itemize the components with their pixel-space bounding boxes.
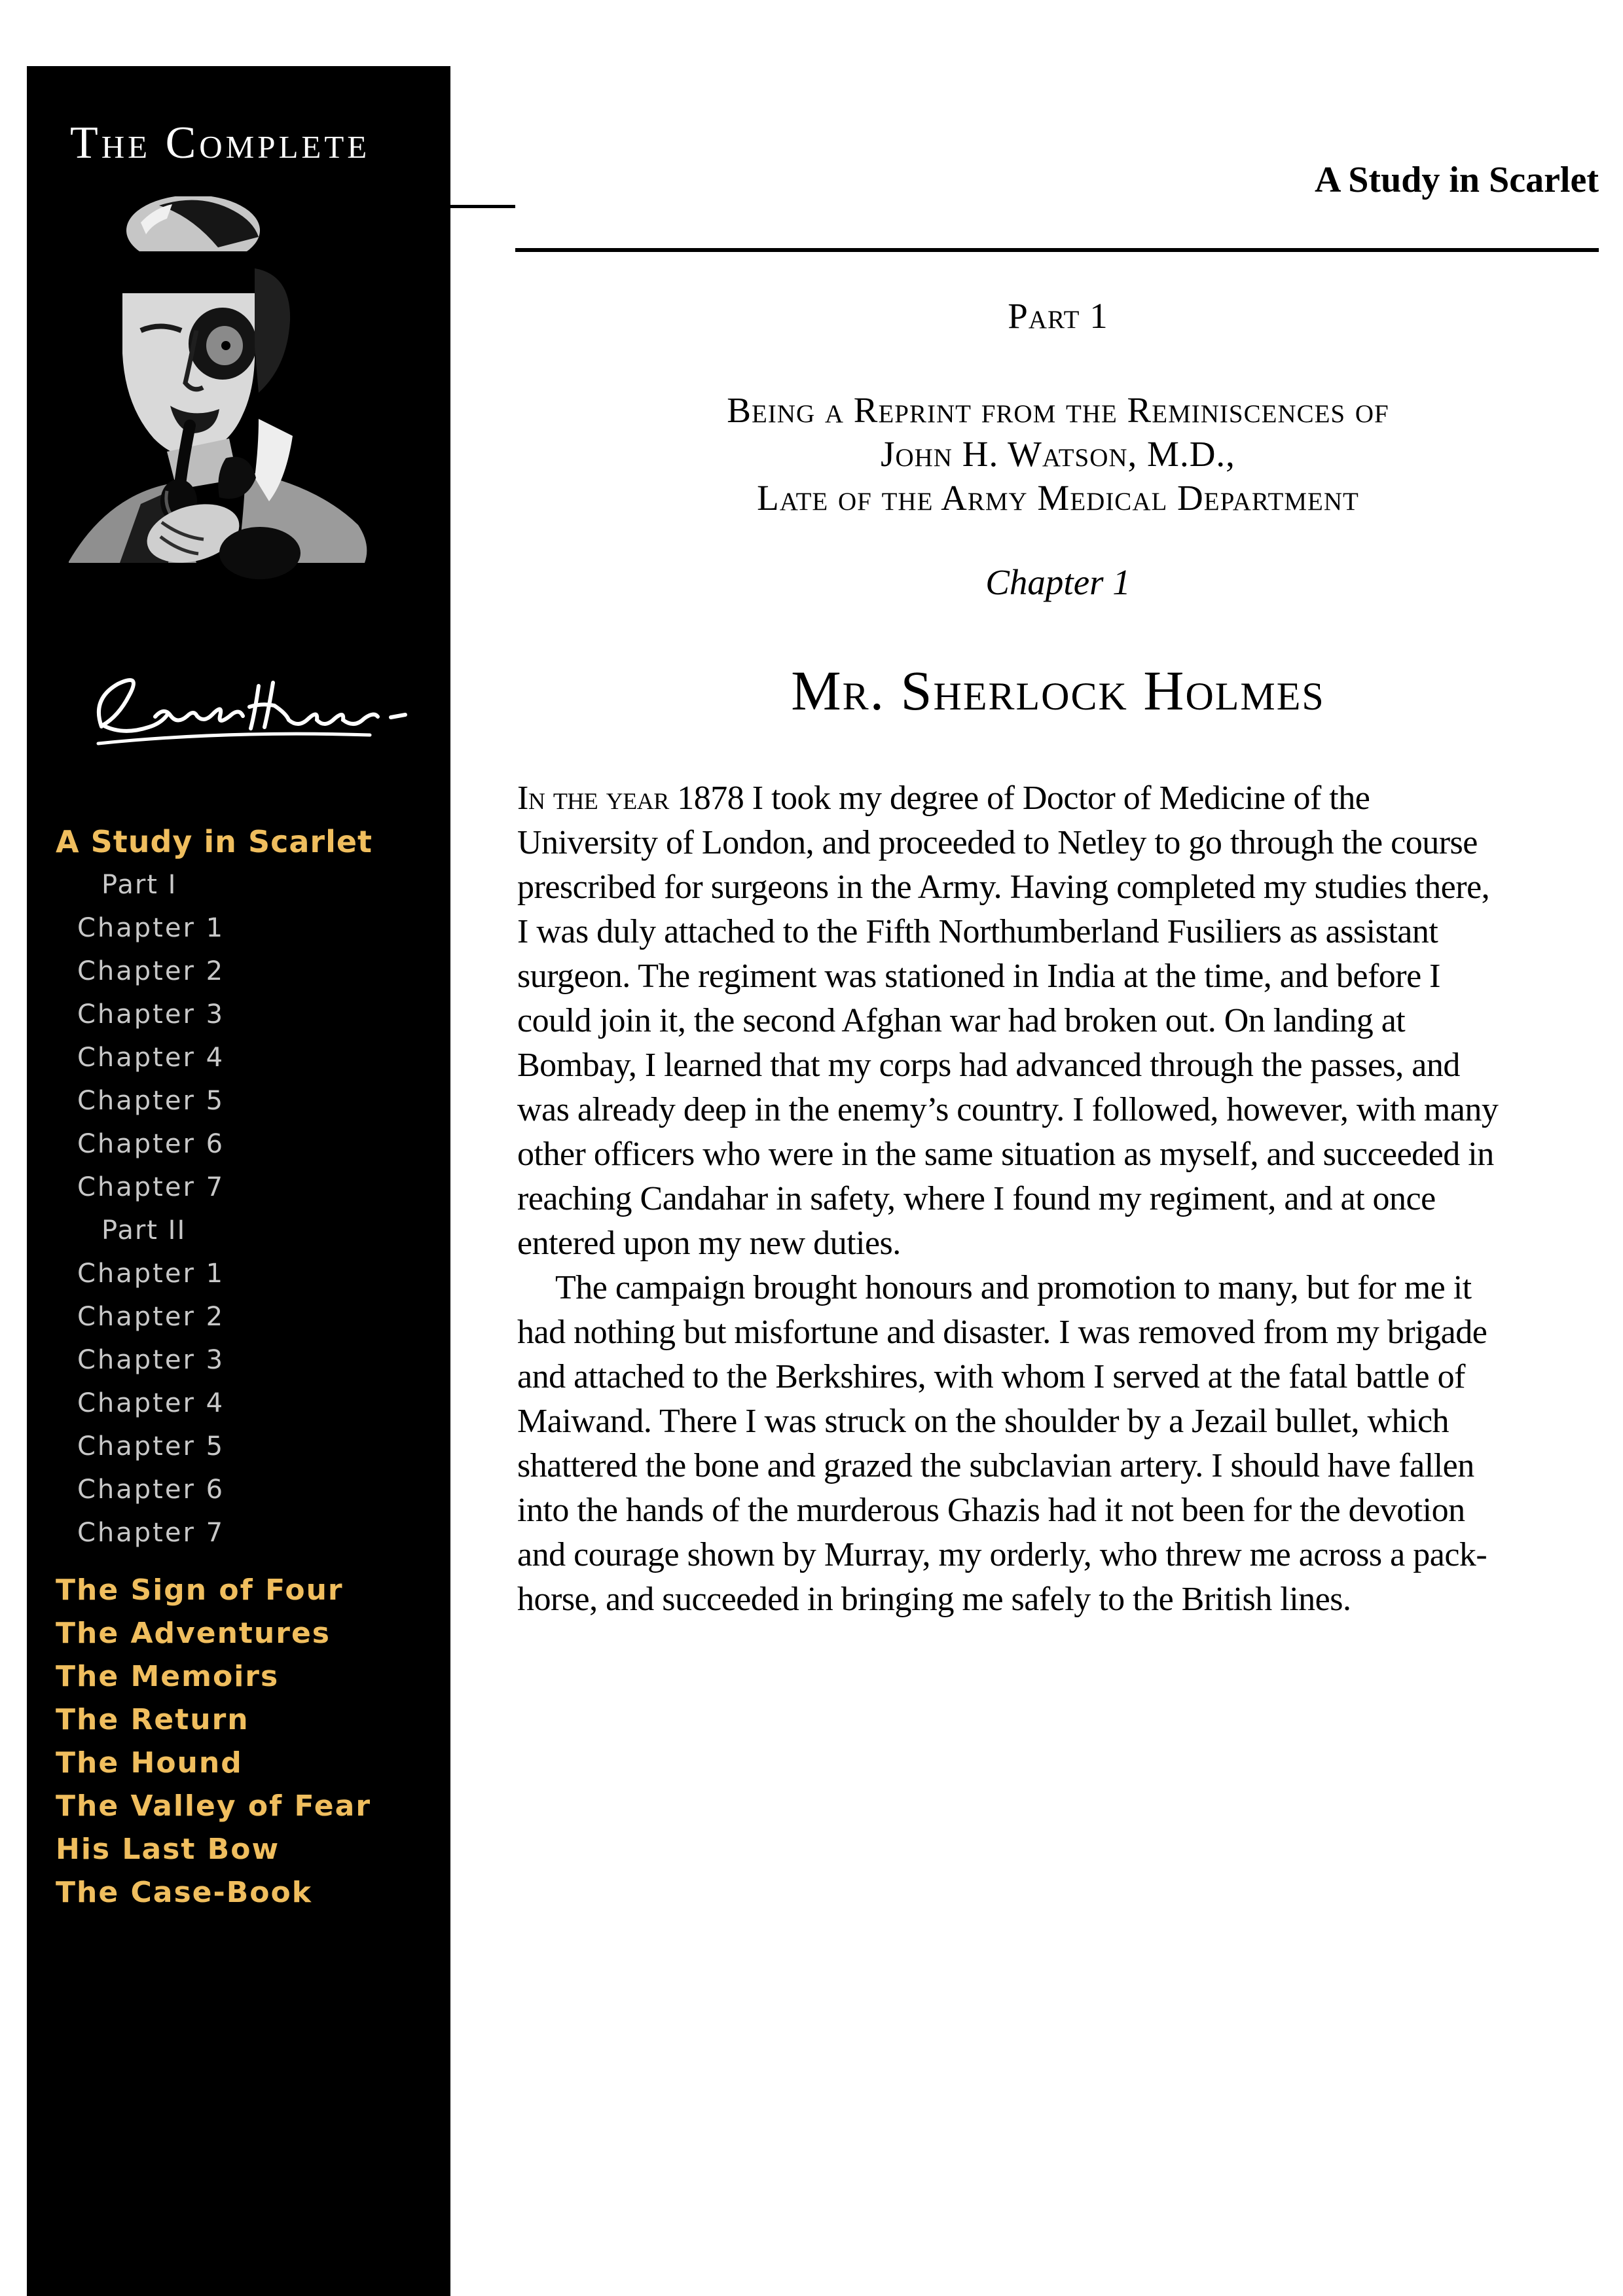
sidebar-item-p1-chapter-2[interactable]: Chapter 2	[77, 956, 225, 986]
sherlock-signature	[98, 680, 405, 744]
sidebar-item-p1-chapter-3[interactable]: Chapter 3	[77, 999, 225, 1030]
sidebar-item-p1-chapter-7[interactable]: Chapter 7	[77, 1172, 225, 1202]
sidebar-item-p1-chapter-6[interactable]: Chapter 6	[77, 1129, 225, 1159]
body-line: into the hands of the murderous Ghazis had it not been for the devotion	[517, 1492, 1465, 1529]
body-line: entered upon my new duties.	[517, 1225, 901, 1262]
body-line: and attached to the Berkshires, with whom I served at the fatal battle of	[517, 1358, 1465, 1395]
chapter-body	[517, 776, 1599, 1622]
body-line: Maiwand. There I was struck on the shoulder by a Jezail bullet, which	[517, 1403, 1450, 1440]
body-line: shattered the bone and grazed the subclavian artery. I should have fallen	[517, 1447, 1474, 1484]
body-line: The campaign brought honours and promotion to many, but for me it	[555, 1269, 1472, 1306]
body-line: and courage shown by Murray, my orderly, who threw me across a pack-	[517, 1536, 1487, 1573]
subtitle-line: Late of the Army Medical Department	[757, 478, 1359, 518]
table-of-contents	[27, 820, 450, 1914]
small-caps-opener: In the year	[517, 780, 669, 817]
body-line: prescribed for surgeons in the Army. Having completed my studies there,	[517, 869, 1490, 906]
sidebar-item-p2-chapter-5[interactable]: Chapter 5	[77, 1431, 225, 1462]
sidebar	[27, 66, 450, 2296]
sidebar-item-a-study-in-scarlet[interactable]: A Study in Scarlet	[56, 824, 373, 859]
subtitle-line: John H. Watson, M.D.,	[881, 434, 1235, 474]
sidebar-item-the-adventures[interactable]: The Adventures	[56, 1617, 331, 1650]
body-line: In the year 1878 I took my degree of Doctor of Medicine of the	[517, 780, 1370, 817]
chapter-title: Mr. Sherlock Holmes	[791, 659, 1325, 722]
sidebar-item-the-return[interactable]: The Return	[56, 1703, 249, 1736]
body-line: other officers who were in the same situation as myself, and succeeded in	[517, 1136, 1494, 1173]
sidebar-item-the-hound[interactable]: The Hound	[56, 1746, 243, 1780]
sidebar-item-p1-chapter-1[interactable]: Chapter 1	[77, 913, 225, 943]
subtitle-line: Being a Reprint from the Reminiscences of	[727, 390, 1389, 430]
header-rule	[515, 248, 1599, 252]
sidebar-item-part-ii[interactable]: Part II	[101, 1215, 187, 1246]
body-line: reaching Candahar in safety, where I found my regiment, and at once	[517, 1180, 1436, 1217]
sidebar-item-the-case-book[interactable]: The Case-Book	[56, 1876, 313, 1909]
running-header: A Study in Scarlet	[1314, 160, 1599, 200]
brand-title: The Complete	[70, 118, 371, 168]
body-line: surgeon. The regiment was stationed in India at the time, and before I	[517, 958, 1440, 995]
paragraph	[517, 776, 1599, 1266]
body-line: was already deep in the enemy’s country. I followed, however, with many	[517, 1091, 1499, 1128]
body-line: horse, and succeeded in bringing me safely to the British lines.	[517, 1581, 1351, 1618]
sidebar-item-p2-chapter-1[interactable]: Chapter 1	[77, 1259, 225, 1289]
sidebar-item-the-sign-of-four[interactable]: The Sign of Four	[56, 1573, 344, 1607]
body-line: could join it, the second Afghan war had broken out. On landing at	[517, 1002, 1406, 1039]
reprint-subtitle	[517, 388, 1599, 520]
paragraph	[517, 1266, 1599, 1622]
sidebar-item-his-last-bow[interactable]: His Last Bow	[56, 1833, 280, 1866]
sidebar-item-p1-chapter-5[interactable]: Chapter 5	[77, 1086, 225, 1116]
body-line: I was duly attached to the Fifth Northumberland Fusiliers as assistant	[517, 913, 1438, 950]
sidebar-item-the-valley-of-fear[interactable]: The Valley of Fear	[56, 1789, 372, 1823]
body-line: University of London, and proceeded to Netley to go through the course	[517, 824, 1478, 861]
body-line: Bombay, I learned that my corps had advanced through the passes, and	[517, 1047, 1460, 1084]
sidebar-item-part-i[interactable]: Part I	[101, 870, 177, 900]
body-line: had nothing but misfortune and disaster. I was removed from my brigade	[517, 1314, 1487, 1351]
sidebar-item-p2-chapter-3[interactable]: Chapter 3	[77, 1345, 225, 1375]
chapter-label: Chapter 1	[985, 562, 1131, 602]
sidebar-item-p2-chapter-7[interactable]: Chapter 7	[77, 1518, 225, 1548]
sidebar-item-p2-chapter-4[interactable]: Chapter 4	[77, 1388, 225, 1418]
sidebar-tick-rule	[450, 205, 515, 208]
sherlock-portrait-image	[62, 196, 429, 772]
sidebar-item-the-memoirs[interactable]: The Memoirs	[56, 1660, 280, 1693]
sidebar-item-p1-chapter-4[interactable]: Chapter 4	[77, 1043, 225, 1073]
sidebar-item-p2-chapter-6[interactable]: Chapter 6	[77, 1475, 225, 1505]
part-heading: Part 1	[1008, 296, 1108, 336]
sidebar-item-p2-chapter-2[interactable]: Chapter 2	[77, 1302, 225, 1332]
